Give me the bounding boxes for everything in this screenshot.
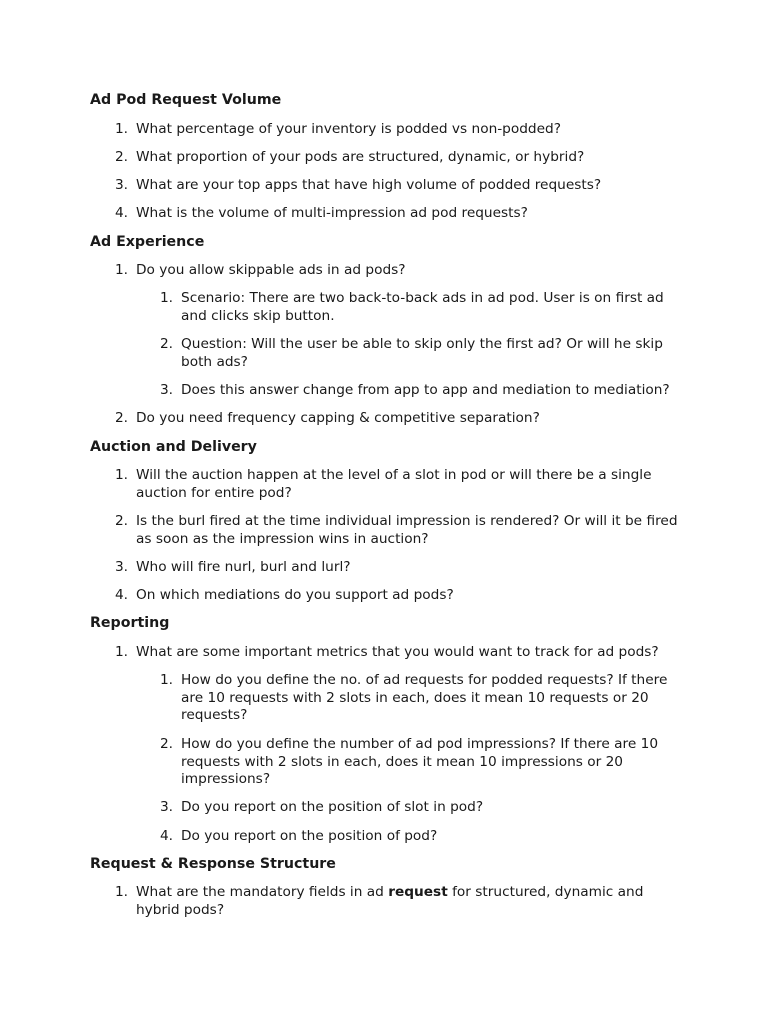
list-text: What percentage of your inventory is podded vs non-podded?: [136, 121, 561, 137]
list-number: 4.: [114, 205, 128, 221]
list-text: Do you allow skippable ads in ad pods?: [136, 262, 406, 278]
list-number: 1.: [114, 467, 128, 483]
section-heading: Request & Response Structure: [90, 856, 336, 872]
list-item: [110, 410, 685, 428]
list-text: [136, 884, 685, 919]
list-text: What are some important metrics that you would want to track for ad pods?: [136, 644, 659, 660]
sub-list-item: [155, 382, 685, 400]
sub-list-item: [155, 799, 685, 817]
list-number: 1.: [159, 290, 173, 306]
list-text: How do you define the no. of ad requests for podded requests? If there are 10 requests with 2 slots in each, does it mean 10 requests or 20 requests?: [181, 672, 668, 723]
list-number: 1.: [114, 121, 128, 137]
list-number: 4.: [114, 587, 128, 603]
section-heading: Auction and Delivery: [90, 439, 257, 455]
list-text: What are your top apps that have high volume of podded requests?: [136, 177, 602, 193]
list-text: Does this answer change from app to app and mediation to mediation?: [181, 382, 670, 398]
list-item: [110, 644, 685, 662]
list-item: [110, 587, 685, 605]
list-text: What proportion of your pods are structured, dynamic, or hybrid?: [136, 149, 585, 165]
list-item: [110, 177, 685, 195]
list-number: 1.: [114, 644, 128, 660]
list-text: Is the burl fired at the time individual impression is rendered? Or will it be fired as soon as the impression wins in auction?: [136, 513, 678, 547]
list-text: Do you report on the position of pod?: [181, 828, 438, 844]
list-number: 2.: [114, 410, 128, 426]
list-number: 2.: [159, 736, 173, 752]
list-number: 1.: [114, 262, 128, 278]
sub-list-item: [155, 336, 685, 371]
list-number: 2.: [159, 336, 173, 352]
list-number: 4.: [159, 828, 173, 844]
list-item: [110, 559, 685, 577]
section-heading: Reporting: [90, 615, 170, 631]
list-text: Do you need frequency capping & competitive separation?: [136, 410, 540, 426]
sub-list-item: [155, 672, 685, 725]
list-number: 3.: [114, 559, 128, 575]
list-item: [110, 467, 685, 502]
list-text: Scenario: There are two back-to-back ads in ad pod. User is on first ad and clicks skip button.: [181, 290, 664, 324]
list-number: 2.: [114, 149, 128, 165]
sub-list-item: [155, 290, 685, 325]
section-heading: Ad Pod Request Volume: [90, 92, 282, 108]
list-text: What is the volume of multi-impression ad pod requests?: [136, 205, 528, 221]
list-number: 1.: [114, 884, 128, 900]
sub-list-item: [155, 828, 685, 846]
section-heading: Ad Experience: [90, 234, 205, 250]
list-text-emphasis: request: [388, 884, 448, 900]
list-text: Will the auction happen at the level of a slot in pod or will there be a single auction for entire pod?: [136, 467, 652, 501]
list-number: 2.: [114, 513, 128, 529]
sub-list-item: [155, 736, 685, 789]
list-text-part: What are the mandatory fields in ad: [136, 884, 389, 900]
list-item: [110, 149, 685, 167]
list-item: [110, 262, 685, 280]
list-text: Do you report on the position of slot in pod?: [181, 799, 484, 815]
list-text-part: for structured, dynamic and hybrid pods?: [136, 884, 644, 918]
list-item: [110, 121, 685, 139]
list-item: [110, 884, 685, 919]
list-item: [110, 513, 685, 548]
list-number: 3.: [159, 799, 173, 815]
list-item: [110, 205, 685, 223]
list-number: 1.: [159, 672, 173, 688]
list-text: On which mediations do you support ad pods?: [136, 587, 454, 603]
list-text: Question: Will the user be able to skip only the first ad? Or will he skip both ads?: [181, 336, 663, 370]
list-number: 3.: [114, 177, 128, 193]
list-text: Who will fire nurl, burl and lurl?: [136, 559, 351, 575]
list-text: How do you define the number of ad pod impressions? If there are 10 requests with 2 slots in each, does it mean 10 impressions or 20 impressions?: [181, 736, 659, 787]
list-number: 3.: [159, 382, 173, 398]
